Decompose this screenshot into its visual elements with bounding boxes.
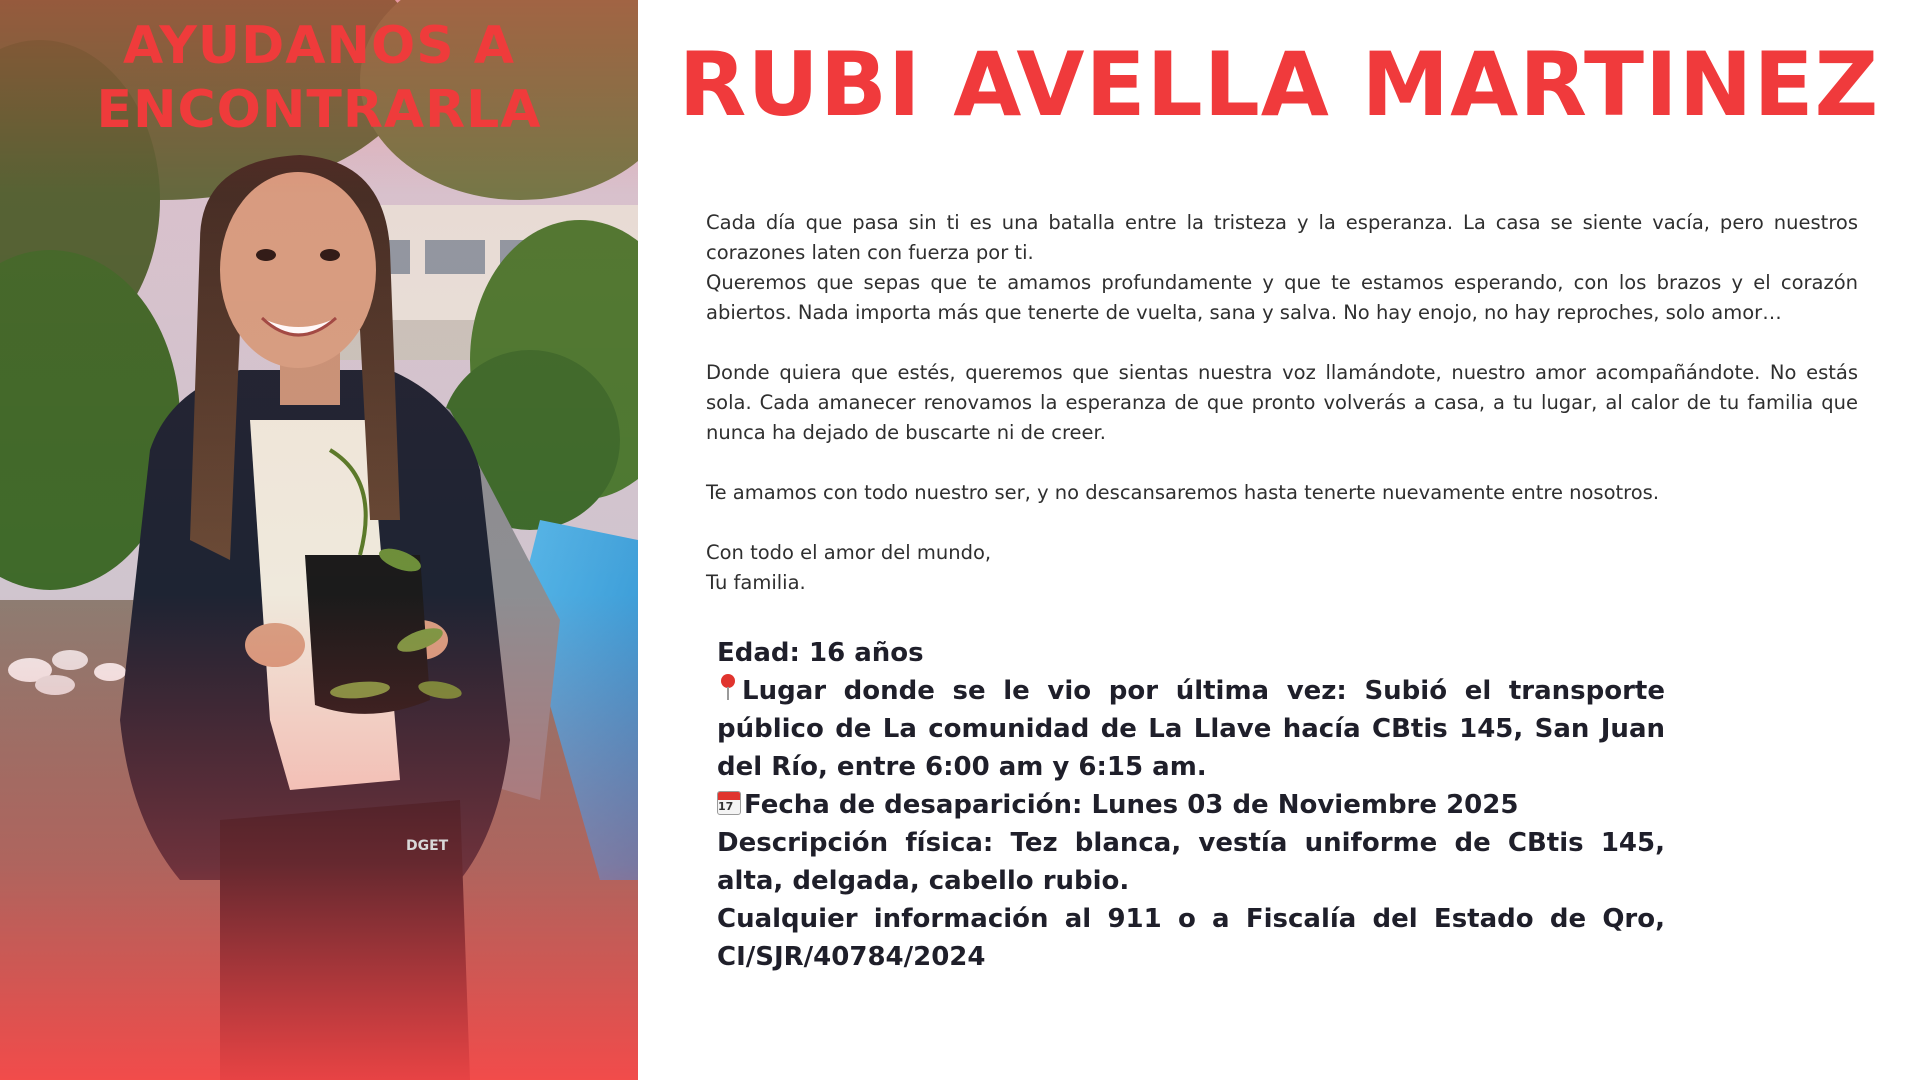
- paragraph-spacer: [706, 508, 1858, 538]
- missing-person-details: [717, 634, 1665, 976]
- calendar-icon: [717, 791, 741, 815]
- date-line: [717, 786, 1665, 824]
- letter-signature: Tu familia.: [706, 571, 806, 594]
- letter-paragraph-3: Donde quiera que estés, queremos que sientas nuestra voz llamándote, nuestro amor acompañándote. No estás sola. Cada amanecer renovamos la esperanza de que pronto volverás a casa, a tu lugar, al calor de tu familia que nunca ha dejado de buscarte ni de creer.: [706, 361, 1858, 444]
- letter-paragraph-2: Queremos que sepas que te amamos profundamente y que te estamos esperando, con los brazos y el corazón abiertos. Nada importa más que tenerte de vuelta, sana y salva. No hay enojo, no hay reproches, solo amor…: [706, 271, 1858, 324]
- physical-description-line: Descripción física: Tez blanca, vestía uniforme de CBtis 145, alta, delgada, cabello rubio.: [717, 828, 1665, 896]
- location-pin-icon: [717, 674, 739, 702]
- last-seen-line: [717, 672, 1665, 786]
- paragraph-spacer: [706, 328, 1858, 358]
- family-letter: [706, 208, 1858, 598]
- headline-line-2: ENCONTRARLA: [96, 80, 542, 140]
- shirt-logo-text: DGET: [406, 838, 449, 854]
- letter-closing: Con todo el amor del mundo,: [706, 541, 992, 564]
- contact-line: Cualquier información al 911 o a Fiscalía del Estado de Qro, CI/SJR/40784/2024: [717, 904, 1665, 972]
- photo-panel: [0, 0, 638, 1080]
- person-photo: [0, 0, 638, 1080]
- letter-paragraph-4: Te amamos con todo nuestro ser, y no descansaremos hasta tenerte nuevamente entre nosotros.: [706, 481, 1660, 504]
- person-name-title: RUBI AVELLA MARTINEZ: [678, 33, 1880, 136]
- last-seen-text: Lugar donde se le vio por última vez: Subió el transporte público de La comunidad de La Llave hacía CBtis 145, San Juan del Río, entre 6:00 am y 6:15 am.: [717, 676, 1665, 782]
- letter-paragraph-1: Cada día que pasa sin ti es una batalla entre la tristeza y la esperanza. La casa se siente vacía, pero nuestros corazones laten con fuerza por ti.: [706, 211, 1858, 264]
- headline-line-1: AYUDANOS A: [122, 16, 516, 76]
- date-text: Fecha de desaparición: Lunes 03 de Noviembre 2025: [744, 790, 1519, 820]
- paragraph-spacer: [706, 448, 1858, 478]
- age-line: Edad: 16 años: [717, 638, 924, 668]
- calendar-day: 17: [718, 800, 734, 813]
- help-find-her-headline: [0, 14, 638, 142]
